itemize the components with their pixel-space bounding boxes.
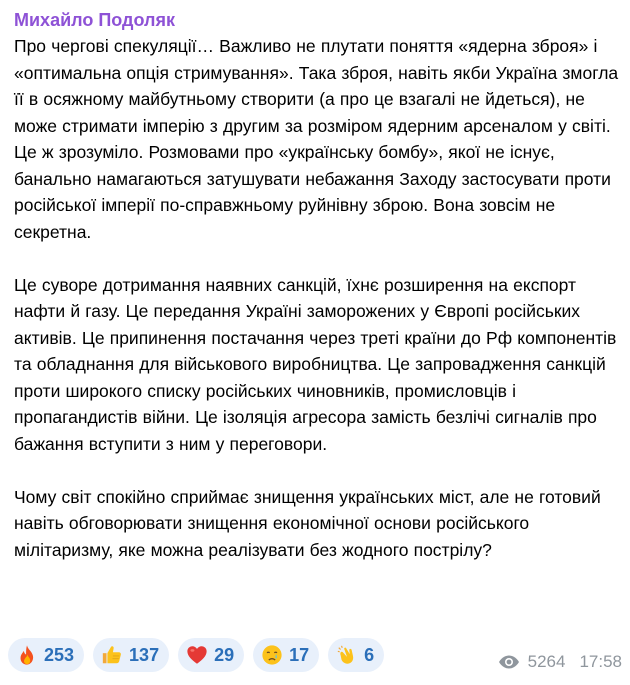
message-paragraph-2: Це суворе дотримання наявних санкцій, їхнє розширення на експорт нафти й газу. Це передання Україні заморожених у Європі російських активів. Це припинення постачання через треті країни до Рф компонентів та обладнання для військового виробництва. Це запровадження санкцій проти широкого списку російських чиновників, промисловців і пропагандистів війни. Це ізоляція агресора замість безлічі сигналів про бажання вступити з ним у переговори.	[14, 274, 617, 454]
reaction-crying-face[interactable]	[253, 638, 319, 672]
reaction-thumbs-up[interactable]	[93, 638, 169, 672]
reaction-count: 29	[214, 645, 235, 665]
message-meta	[498, 652, 622, 672]
reaction-count: 17	[289, 645, 310, 665]
reaction-count: 137	[129, 645, 160, 665]
reaction-count: 6	[364, 645, 375, 665]
reaction-fire[interactable]	[8, 638, 84, 672]
thumbs-up-emoji-icon	[101, 644, 123, 666]
reactions-bar	[8, 638, 384, 672]
clapping-hands-emoji-icon	[336, 644, 358, 666]
reaction-count: 253	[44, 645, 75, 665]
red-heart-emoji-icon	[186, 644, 208, 666]
message-paragraph-3: Чому світ спокійно сприймає знищення українських міст, але не готовий навіть обговорювати знищення економічної основи російського мілітаризму, яке можна реалізувати без жодного пострілу?	[14, 486, 601, 560]
message-author[interactable]: Михайло Подоляк	[14, 10, 175, 30]
views-count: 5264	[527, 652, 566, 671]
reaction-clapping-hands[interactable]	[328, 638, 384, 672]
message-paragraph-1: Про чергові спекуляції… Важливо не плутати поняття «ядерна зброя» і «оптимальна опція стримування». Така зброя, навіть якби Україна змогла її в осяжному майбутньому створити (а про це взагалі не йдеться), не може стримати імперію з другим за розміром ядерним арсеналом у світі. Це ж зрозуміло. Розмовами про «українську бомбу», якої не існує, банально намагаються затушувати небажання Заходу застосувати проти російської імперії по-справжньому руйнівну зброю. Вона зовсім не секретна.	[14, 36, 619, 242]
reaction-heart[interactable]	[178, 638, 244, 672]
crying-face-emoji-icon	[261, 644, 283, 666]
eye-icon	[498, 655, 520, 669]
fire-emoji-icon	[16, 644, 38, 666]
paragraph-gap	[14, 457, 622, 484]
paragraph-gap	[14, 245, 622, 272]
message-time: 17:58	[579, 652, 622, 671]
